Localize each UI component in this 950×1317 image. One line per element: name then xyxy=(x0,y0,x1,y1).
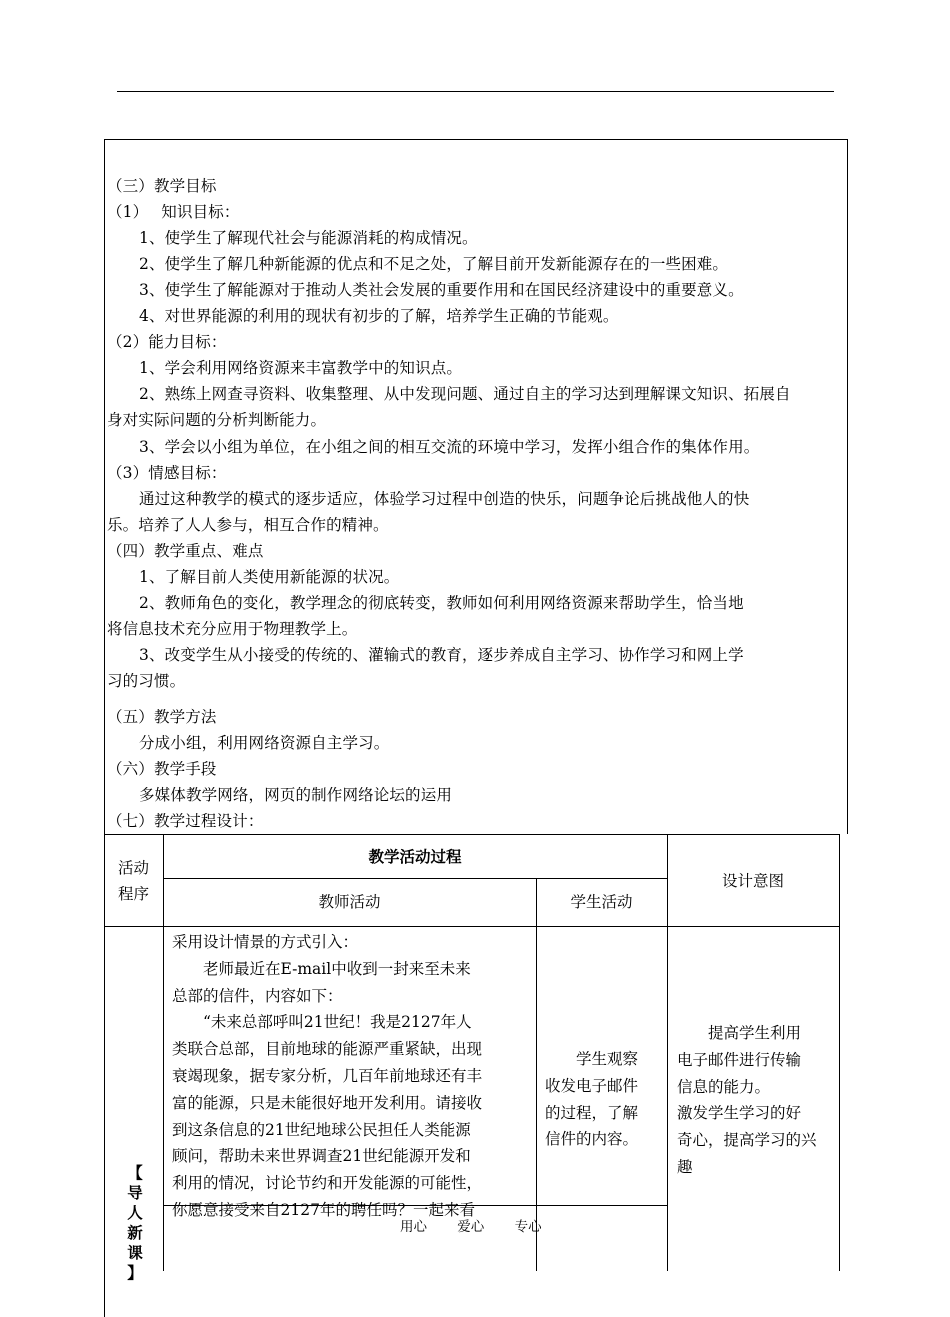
body-line: 3、学会以小组为单位，在小组之间的相互交流的环境中学习，发挥小组合作的集体作用。 xyxy=(139,438,760,456)
row1-program xyxy=(110,1163,160,1283)
student-line: 的过程，了解 xyxy=(545,1103,639,1122)
body-line: （3）情感目标： xyxy=(107,464,227,482)
row1-student-activity xyxy=(545,1046,667,1153)
body-line: 多媒体教学网络，网页的制作网络论坛的运用 xyxy=(139,786,453,804)
teacher-line: 类联合总部，目前地球的能源严重紧缺，出现 xyxy=(172,1040,483,1059)
header-rule xyxy=(117,91,834,92)
body-line: 1、使学生了解现代社会与能源消耗的构成情况。 xyxy=(139,229,478,247)
teacher-line: 采用设计情景的方式引入： xyxy=(172,933,359,951)
program-char: 课 xyxy=(127,1243,143,1262)
intent-line: 信息的能力。 xyxy=(677,1077,771,1096)
student-line: 信件的内容。 xyxy=(545,1130,639,1149)
body-line: 身对实际问题的分析判断能力。 xyxy=(107,411,327,429)
intent-line: 趣 xyxy=(677,1157,693,1176)
teacher-line: 利用的情况，讨论节约和开发能源的可能性， xyxy=(172,1174,483,1193)
program-char: 新 xyxy=(127,1223,143,1242)
body-line: （六）教学手段 xyxy=(107,760,217,778)
header-activity: 教学活动过程 xyxy=(368,847,462,866)
body-line: （1） 知识目标： xyxy=(107,203,240,221)
body-line: 2、使学生了解几种新能源的优点和不足之处，了解目前开发新能源存在的一些困难。 xyxy=(139,255,729,273)
teacher-line: 衰竭现象，据专家分析，几百年前地球还有丰 xyxy=(172,1066,483,1085)
program-char: 【 xyxy=(127,1163,143,1182)
teacher-line: 到这条信息的21世纪地球公民担任人类能源 xyxy=(172,1120,471,1139)
header-program-line2: 程序 xyxy=(117,885,149,903)
teacher-line: 老师最近在E-mail中收到一封来至未来 xyxy=(172,959,471,978)
body-line: 2、熟练上网查寻资料、收集整理、从中发现问题、通过自主的学习达到理解课文知识、拓展自 xyxy=(139,385,791,403)
body-line: （三）教学目标 xyxy=(107,177,217,195)
teacher-line: 富的能源，只是未能很好地开发利用。请接收 xyxy=(172,1093,483,1112)
body-line: 3、改变学生从小接受的传统的、灌输式的教育，逐步养成自主学习、协作学习和网上学 xyxy=(139,646,744,664)
intent-line: 电子邮件进行传输 xyxy=(677,1050,802,1069)
header-student: 学生活动 xyxy=(570,893,633,911)
body-line: （五）教学方法 xyxy=(107,708,217,726)
teacher-line: 总部的信件，内容如下： xyxy=(172,986,343,1005)
body-line: 分成小组，利用网络资源自主学习。 xyxy=(139,734,390,752)
body-line: 2、教师角色的变化，教学理念的彻底转变，教师如何利用网络资源来帮助学生，恰当地 xyxy=(139,594,744,612)
body-line: （七）教学过程设计： xyxy=(107,812,264,830)
body-line: 将信息技术充分应用于物理教学上。 xyxy=(107,620,358,638)
program-char: 人 xyxy=(127,1203,143,1222)
intent-line: 提高学生利用 xyxy=(677,1024,802,1042)
frame-border-top xyxy=(104,139,848,140)
footer-motto: 用心 爱心 专心 xyxy=(400,1219,542,1235)
header-program-line1: 活动 xyxy=(117,859,149,877)
body-line: 4、对世界能源的利用的现状有初步的了解，培养学生正确的节能观。 xyxy=(139,307,619,325)
header-intent: 设计意图 xyxy=(721,872,784,890)
frame-border-left xyxy=(104,139,105,1317)
teacher-line: “未来总部呼叫21世纪！我是2127年人 xyxy=(172,1013,472,1032)
body-line: （四）教学重点、难点 xyxy=(107,542,264,560)
student-line: 学生观察 xyxy=(545,1050,639,1068)
body-line: 1、学会利用网络资源来丰富教学中的知识点。 xyxy=(139,359,463,377)
teacher-line: 你愿意接受来自2127年的聘任吗？一起来看 xyxy=(172,1200,475,1219)
body-line: （2）能力目标： xyxy=(107,333,227,351)
row1-teacher-activity xyxy=(172,929,534,1224)
body-line: 通过这种教学的模式的逐步适应，体验学习过程中创造的快乐，问题争论后挑战他人的快 xyxy=(139,490,750,508)
program-char: 导 xyxy=(127,1183,143,1202)
body-line: 乐。培养了人人参与，相互合作的精神。 xyxy=(107,516,389,534)
student-line: 收发电子邮件 xyxy=(545,1076,639,1095)
intent-line: 奇心，提高学习的兴 xyxy=(677,1131,817,1150)
header-teacher: 教师活动 xyxy=(318,893,381,911)
body-line: 1、了解目前人类使用新能源的状况。 xyxy=(139,568,400,586)
teacher-line: 顾问，帮助未来世界调查21世纪能源开发和 xyxy=(172,1147,471,1166)
row1-design-intent xyxy=(677,1020,837,1181)
program-char: 】 xyxy=(127,1263,143,1282)
body-line: 3、使学生了解能源对于推动人类社会发展的重要作用和在国民经济建设中的重要意义。 xyxy=(139,281,744,299)
intent-line: 激发学生学习的好 xyxy=(677,1104,802,1123)
body-line: 习的习惯。 xyxy=(107,672,186,690)
header-program xyxy=(104,855,163,907)
